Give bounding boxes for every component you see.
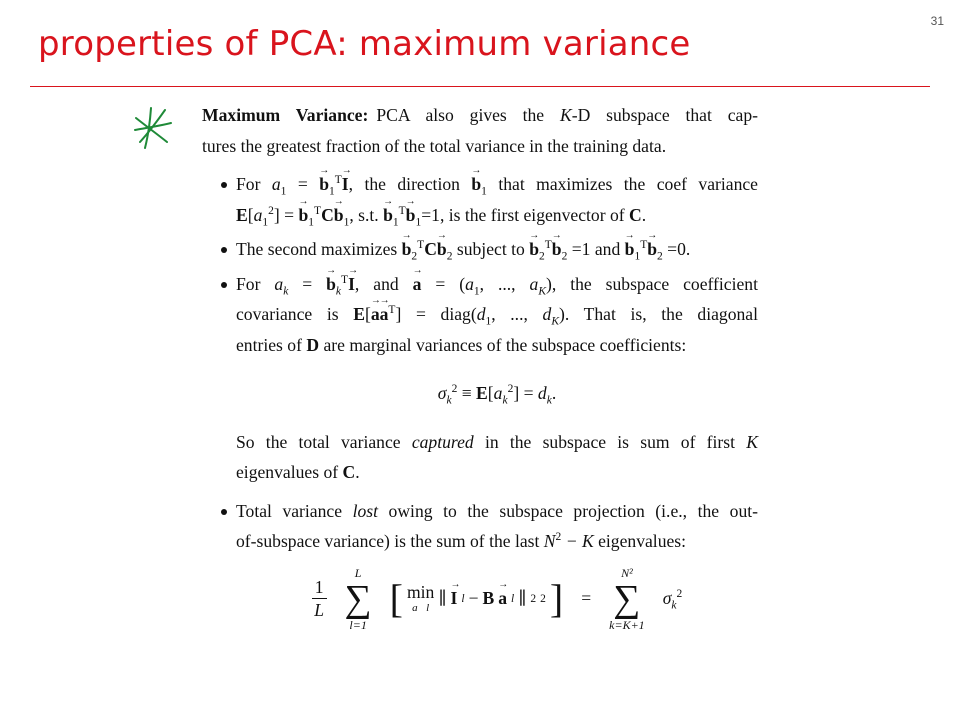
title-divider: [30, 86, 930, 87]
math-transpose: T: [544, 239, 552, 252]
vector-b: → b: [437, 234, 447, 265]
intro-text-b: -D subspace that cap-: [571, 105, 758, 125]
bullet3-line1: [236, 269, 758, 300]
intro-line-2: tures the greatest fraction of the total variance in the training data.: [202, 135, 667, 156]
text: eigenvalues:: [593, 531, 687, 551]
math-sub: 2: [561, 250, 568, 263]
math-sub: k: [283, 285, 289, 298]
math-eq: =1: [567, 239, 591, 259]
math-sub: 2: [446, 250, 453, 263]
math-c: C: [321, 204, 334, 225]
bullet4-line2: [236, 526, 758, 557]
math-sub: 1: [485, 315, 492, 328]
math-sub: 1: [343, 216, 350, 229]
text: , and: [354, 273, 413, 294]
text: So the total variance: [236, 431, 412, 452]
text: .: [551, 383, 557, 403]
math-eq: =: [286, 174, 320, 194]
bullet-subspace-covariance: [202, 269, 758, 488]
bullet-dot: [221, 509, 227, 515]
text-emphasis: captured: [411, 431, 474, 452]
math-sub: 1: [392, 216, 399, 229]
math-sub: 1: [634, 250, 641, 263]
text: Total variance: [236, 500, 353, 521]
math-bracket: ]: [273, 204, 280, 225]
bullet-first-eigenvector: [202, 169, 758, 230]
sum-lower-limit: l=1: [349, 617, 367, 632]
vector-b: → b: [299, 200, 309, 231]
math-e: E: [353, 304, 365, 324]
math-sub: k: [335, 285, 342, 298]
text: in the subspace is sum of first: [473, 431, 747, 452]
bracketed-term: [ min a⃗l ∥ → I l − B → a l ∥ 2 2 ]: [390, 579, 564, 619]
bullet-dot: [221, 182, 227, 188]
norm-close: ∥: [518, 588, 527, 609]
left-bracket: [: [389, 575, 403, 621]
math-a: a: [271, 174, 281, 194]
text: , is the first eigenvector of: [439, 204, 630, 225]
text-emphasis: lost: [352, 500, 378, 521]
text: entries of: [236, 334, 307, 355]
captured-line1: [236, 427, 758, 458]
math-sub: 1: [280, 185, 287, 198]
math-transpose: T: [388, 304, 396, 317]
math-c: C: [342, 462, 356, 482]
math-bracket: ]: [513, 383, 520, 403]
text: For: [236, 273, 275, 294]
math-sub: 1: [415, 216, 422, 229]
min-label: min: [406, 581, 435, 602]
math-sub: k: [671, 599, 677, 612]
math-sub: 1: [481, 185, 487, 198]
math-sub: 1: [329, 185, 335, 198]
math-sub: k: [446, 394, 452, 407]
text: that maximizes the coef variance: [486, 174, 758, 194]
math-a: a: [274, 273, 284, 294]
bullet1-line1: [236, 169, 758, 200]
text: , s.t.: [349, 204, 384, 225]
math-transpose: T: [417, 239, 425, 252]
bullet3-line2: [236, 299, 758, 330]
math-sub: K: [551, 315, 559, 328]
intro-paragraph: [202, 100, 758, 131]
math-sub: 1: [473, 285, 480, 298]
math-transpose: T: [341, 273, 349, 286]
text: of-subspace variance) is the sum of the last: [236, 531, 544, 551]
math-transpose: T: [640, 239, 648, 252]
vector-b: → b: [319, 169, 329, 200]
bullet-dot: [221, 282, 227, 288]
sum-sigma-icon: ∑: [613, 577, 641, 620]
math-bracket: [: [487, 383, 494, 403]
text: ), the subspace coefficient: [546, 273, 758, 294]
vector-b: → b: [625, 234, 635, 265]
sum-upper-limit: N²: [621, 565, 633, 580]
bullet2-line: [236, 234, 758, 265]
vector-b: → b: [471, 169, 481, 200]
intro-heading: Maximum Variance:: [202, 105, 369, 125]
math-b-matrix: B: [482, 588, 495, 609]
math-d: d: [542, 304, 552, 324]
bullet4-line1: [236, 496, 758, 527]
math-d-matrix: D: [306, 334, 320, 355]
sum-lower-limit: k=K+1: [609, 617, 645, 632]
math-a: a: [529, 273, 539, 294]
fraction-denominator: L: [314, 600, 325, 620]
math-equiv: ≡: [457, 383, 477, 403]
sum-over-l: [345, 567, 372, 631]
math-sub: 1: [262, 216, 269, 229]
math-sub: 1: [308, 216, 315, 229]
math-transpose: T: [314, 204, 322, 217]
vector-b: → b: [383, 200, 393, 231]
text: covariance is: [236, 304, 354, 324]
math-bracket: [: [247, 204, 254, 225]
bullet-second-eigenvector: [202, 234, 758, 265]
variance-equation: [236, 378, 758, 409]
math-a: a: [493, 383, 503, 403]
vector-b: → b: [326, 269, 336, 300]
intro-k: K: [559, 105, 572, 125]
sum-sigma-icon: ∑: [344, 577, 372, 620]
vector-a: → a: [371, 299, 380, 330]
vector-a: → a: [498, 583, 507, 614]
fraction-numerator: 1: [312, 576, 327, 599]
text: ). That is, the diagonal: [559, 304, 758, 324]
math-sub: 2: [657, 250, 663, 263]
math-sigma: σ: [437, 383, 447, 403]
text: .: [355, 462, 360, 482]
math-eq: = (: [421, 273, 466, 294]
math-eq: =1: [421, 204, 440, 225]
math-sup: 2: [507, 383, 514, 396]
min-subscript: a⃗l: [412, 602, 430, 615]
bullet-dot: [221, 247, 227, 253]
text: , the direction: [348, 174, 472, 194]
vector-b: → b: [406, 200, 416, 231]
min-operator: [407, 583, 434, 614]
math-n: N: [543, 531, 556, 551]
math-eq: =0.: [662, 239, 691, 259]
intro-text: PCA also gives the: [376, 105, 560, 125]
math-sup: 2: [268, 204, 274, 217]
vector-b: → b: [647, 234, 657, 265]
math-dots: , ...,: [479, 273, 530, 294]
math-sup: 2: [555, 531, 562, 544]
vector-b: → b: [334, 200, 344, 231]
right-bracket: ]: [549, 575, 564, 621]
math-transpose: T: [398, 204, 406, 217]
fraction-one-over-l: [312, 576, 327, 621]
math-eq: =: [519, 383, 538, 403]
slide-title: properties of PCA: maximum variance: [38, 24, 691, 64]
vector-i: → I: [342, 169, 349, 200]
math-d: d: [537, 383, 547, 403]
text: owing to the subspace projection (i.e., the out-: [378, 500, 758, 521]
math-sub: K: [538, 285, 546, 298]
vector-b: → b: [529, 234, 539, 265]
slide-body: [202, 100, 758, 631]
text: eigenvalues of: [236, 462, 343, 482]
sigma-k-squared: [663, 583, 683, 614]
vector-a: → a: [413, 269, 422, 300]
bullet-variance-lost: [202, 496, 758, 631]
math-e: E: [236, 204, 248, 225]
text: The second maximizes: [236, 239, 402, 259]
text: are marginal variances of the subspace coefficients:: [319, 334, 687, 355]
handwritten-asterisk-icon: [131, 104, 175, 152]
math-eq: =: [288, 273, 327, 294]
math-sup: 2: [451, 383, 458, 396]
math-transpose: T: [334, 174, 342, 187]
bullet1-line2: [236, 200, 758, 231]
math-c: C: [629, 204, 642, 225]
text: .: [641, 204, 647, 225]
lost-variance-formula: [236, 567, 758, 631]
math-a: a: [253, 204, 263, 225]
math-bracket: [: [364, 304, 371, 324]
math-minus: −: [468, 588, 479, 609]
captured-line2: [236, 457, 758, 488]
math-d: d: [476, 304, 486, 324]
math-equals: =: [581, 588, 592, 609]
vector-b: → b: [552, 234, 562, 265]
math-eq: =: [279, 204, 299, 225]
math-eq: ] = diag(: [395, 304, 477, 324]
math-e: E: [476, 383, 488, 403]
math-sub: k: [502, 394, 508, 407]
math-sub: 2: [538, 250, 545, 263]
bullet3-line3: [236, 330, 758, 361]
math-k: K: [746, 431, 758, 452]
math-a: a: [465, 273, 474, 294]
slide-number: 31: [930, 14, 944, 28]
math-sub: k: [546, 394, 552, 407]
text: and: [590, 239, 625, 259]
vector-a: → a: [380, 299, 389, 330]
math-sigma: σ: [662, 588, 672, 609]
norm-open: ∥: [438, 588, 447, 609]
text: subject to: [452, 239, 530, 259]
math-sub: 2: [411, 250, 418, 263]
math-c: C: [424, 239, 437, 259]
vector-i: → I: [348, 269, 355, 300]
math-sup: 2: [676, 588, 683, 601]
vector-b: → b: [402, 234, 412, 265]
vector-i: → I: [451, 583, 458, 614]
sum-upper-limit: L: [354, 565, 362, 580]
sum-over-k: [609, 567, 645, 631]
text: For: [236, 174, 272, 194]
math-minus-k: − K: [561, 531, 594, 551]
math-dots: , ...,: [491, 304, 543, 324]
